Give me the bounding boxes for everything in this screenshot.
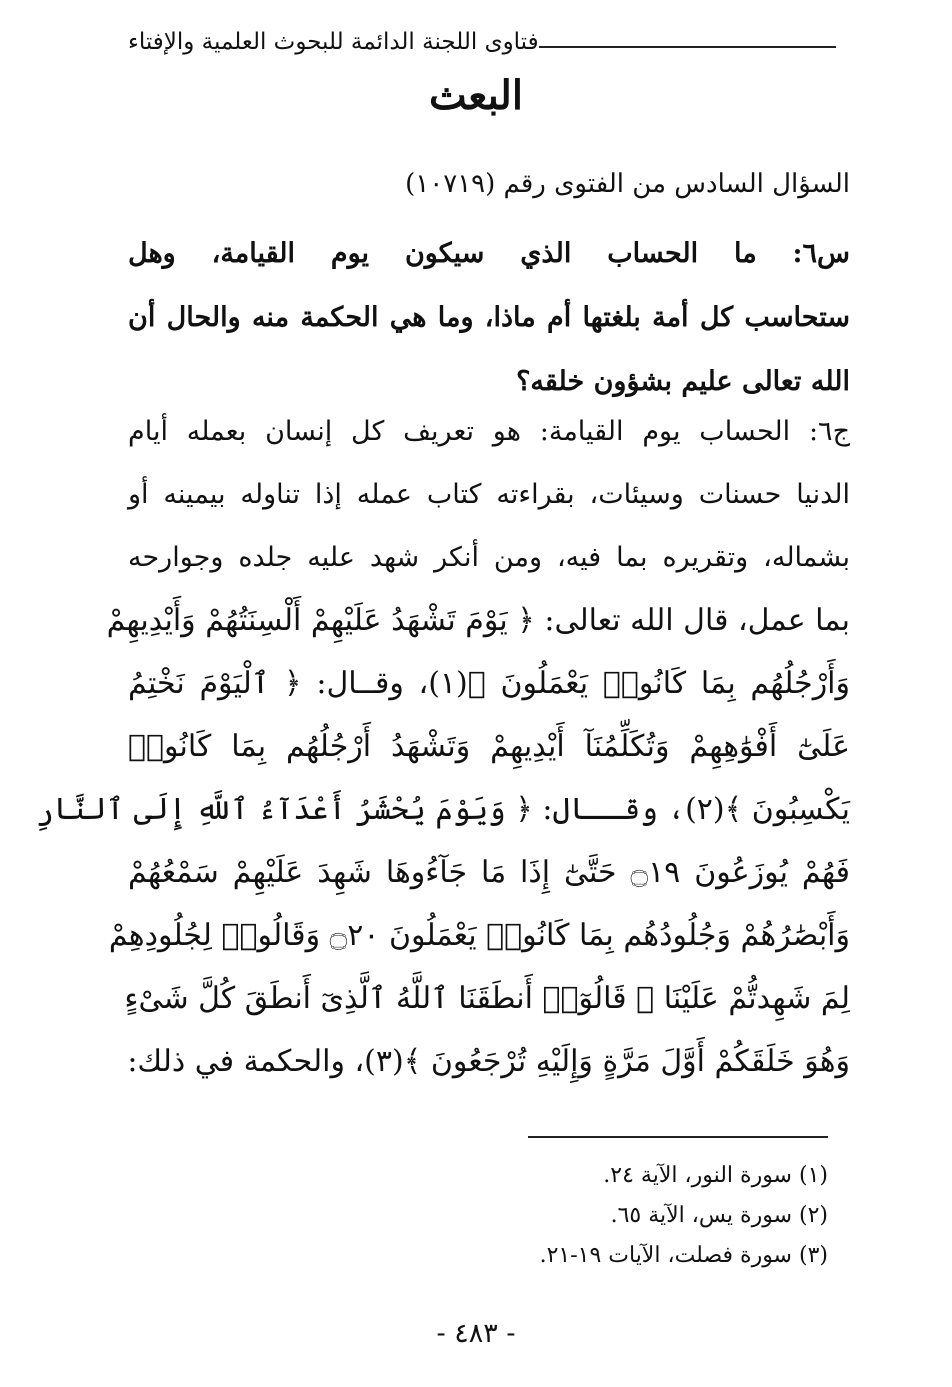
footnote: (٣) سورة فصلت، الآيات ١٩-٢١. [539,1243,828,1268]
question-block [128,222,850,414]
answer-line: بما عمل، قال الله تعالى: ﴿ يَوْمَ تَشْهَدُ عَلَيْهِمْ أَلْسِنَتُهُمْ وَأَيْدِيهِمْ [106,603,850,638]
question-line: ستحاسب كل أمة بلغتها أم ماذا، وما هي الحكمة منه والحال أن [128,302,850,333]
running-header [128,22,850,62]
question-line: الله تعالى عليم بشؤون خلقه؟ [516,366,850,397]
footnote: (٢) سورة يس، الآية ٦٥. [610,1203,828,1228]
footnote-rule [528,1136,828,1138]
answer-line: يَكْسِبُونَ ﴾(٢)، وقــال: ﴿ وَيَوْمَ يُحْشَرُ أَعْدَآءُ ٱللَّهِ إِلَى ٱلنَّارِ [36,792,850,827]
footnotes [128,1156,828,1276]
question-meta: السؤال السادس من الفتوى رقم (١٠٧١٩) [405,169,850,199]
answer-block [36,400,850,1093]
question-meta-block [128,152,850,216]
section-title: البعث [429,72,523,119]
answer-line: الدنيا حسنات وسيئات، بقراءته كتاب عمله إذا تناوله بيمينه أو [128,479,850,510]
answer-line: لِمَ شَهِدتُّمْ عَلَيْنَا ۖ قَالُوٓا۟ أَنطَقَنَا ٱللَّهُ ٱلَّذِىٓ أَنطَقَ كُلَّ شَىْءٍ [124,981,850,1016]
answer-line: فَهُمْ يُوزَعُونَ ۝١٩ حَتَّىٰٓ إِذَا مَا جَآءُوهَا شَهِدَ عَلَيْهِمْ سَمْعُهُمْ [128,855,850,890]
answer-line: بشماله، وتقريره بما فيه، ومن أنكر شهد عليه جلده وجوارحه [128,542,850,573]
answer-line: وَهُوَ خَلَقَكُمْ أَوَّلَ مَرَّةٍ وَإِلَيْهِ تُرْجَعُونَ ﴾(٣)، والحكمة في ذلك: [127,1044,850,1079]
running-title: فتاوى اللجنة الدائمة للبحوث العلمية والإفتاء [128,29,539,55]
answer-line: ج٦: الحساب يوم القيامة: هو تعريف كل إنسان بعمله أيام [128,416,850,447]
page-number: - ٤٨٣ - [436,1318,516,1349]
answer-line: عَلَىٰٓ أَفْوَٰهِهِمْ وَتُكَلِّمُنَآ أَيْدِيهِمْ وَتَشْهَدُ أَرْجُلُهُم بِمَا كَانُوا۟ [128,729,850,764]
answer-line: وَأَبْصَٰرُهُمْ وَجُلُودُهُم بِمَا كَانُوا۟ يَعْمَلُونَ ۝٢٠ وَقَالُوا۟ لِجُلُودِهِمْ [108,918,850,953]
footnote: (١) سورة النور، الآية ٢٤. [603,1163,828,1188]
question-line: س٦: ما الحساب الذي سيكون يوم القيامة، وهل [128,238,850,269]
header-rule [539,46,836,48]
answer-line: وَأَرْجُلُهُم بِمَا كَانُوا۟ يَعْمَلُونَ ﴾(١)، وقــال: ﴿ ٱلْيَوْمَ نَخْتِمُ [128,666,850,701]
